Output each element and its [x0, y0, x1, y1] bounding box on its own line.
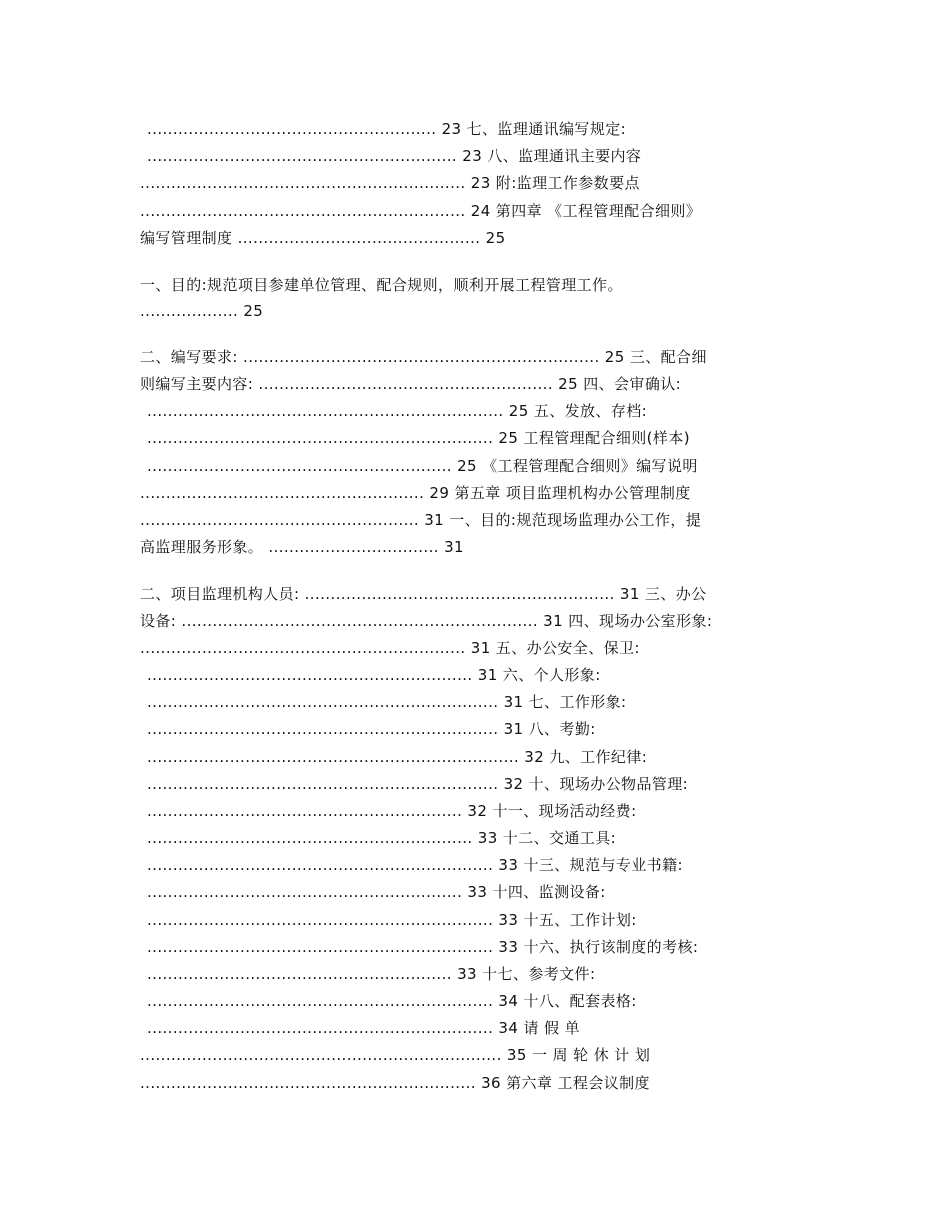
toc-line: ............................................................. 32 十一、现场活动经费:	[147, 802, 637, 820]
toc-line: ............................................................ 23 八、监理通讯主要内容	[147, 147, 642, 165]
toc-line: ....................................................... 29 第五章 项目监理机构办公管理制度	[140, 484, 691, 502]
toc-line: ................................................................... 33 十五、工作计划:	[147, 911, 637, 929]
toc-line: 二、编写要求: ..................................................................... 25 三、配合细	[140, 348, 707, 366]
toc-line: .................................................................... 32 十、现场办公物品管理:	[147, 775, 689, 793]
toc-line: .................................................................... 31 八、考勤:	[147, 720, 596, 738]
toc-line: ............................................................... 23 附:监理工作参数要点	[140, 174, 640, 192]
toc-line: ............................................................... 31 六、个人形象:	[147, 666, 601, 684]
toc-line: ................................................................... 33 十三、规范与专业书籍:	[147, 856, 683, 874]
toc-line: ........................................................... 33 十七、参考文件:	[147, 965, 596, 983]
toc-line: 二、项目监理机构人员: ............................................................ 31 三、办公	[140, 585, 707, 603]
toc-line: 设备: ..................................................................... 31 四、现场办公室形象:	[140, 612, 713, 630]
toc-line: ................................................................. 36 第六章 工程会议制度	[140, 1074, 650, 1092]
toc-line: ..................................................................... 25 五、发放、存档:	[147, 402, 648, 420]
toc-line: ............................................................... 31 五、办公安全、保卫:	[140, 639, 640, 657]
toc-line: ................... 25	[140, 302, 264, 320]
toc-line: ............................................................... 33 十二、交通工具:	[147, 829, 617, 847]
toc-line: ................................................................... 34 十八、配套表格:	[147, 992, 637, 1010]
toc-line: ...................................................... 31 一、目的:规范现场监理办公工作，提	[140, 511, 702, 529]
toc-line: ................................................................... 34 请 假 单	[147, 1019, 581, 1037]
toc-line: .................................................................... 31 七、工作形象:	[147, 693, 627, 711]
toc-line: ............................................................... 24 第四章 《工程管理配合细则》	[140, 202, 702, 220]
toc-line: 一、目的:规范项目参建单位管理、配合规则，顺利开展工程管理工作。	[140, 276, 623, 294]
toc-line: ........................................................................ 32 九、工作纪律:	[147, 748, 648, 766]
toc-line: 编写管理制度 ............................................... 25	[140, 229, 506, 247]
toc-line: ...................................................................... 35 一 周 轮 休 计 划	[140, 1046, 651, 1064]
toc-line: ........................................................... 25 《工程管理配合细则》编写说明	[147, 457, 698, 475]
toc-line: ............................................................. 33 十四、监测设备:	[147, 883, 606, 901]
toc-line: ................................................................... 25 工程管理配合细则(样本)	[147, 429, 690, 447]
toc-line: ................................................................... 33 十六、执行该制度的考核:	[147, 938, 699, 956]
toc-line: ........................................................ 23 七、监理通讯编写规定:	[147, 120, 627, 138]
toc-line: 则编写主要内容: ......................................................... 25 四、会审确认:	[140, 375, 682, 393]
toc-line: 高监理服务形象。 ................................. 31	[140, 538, 464, 556]
